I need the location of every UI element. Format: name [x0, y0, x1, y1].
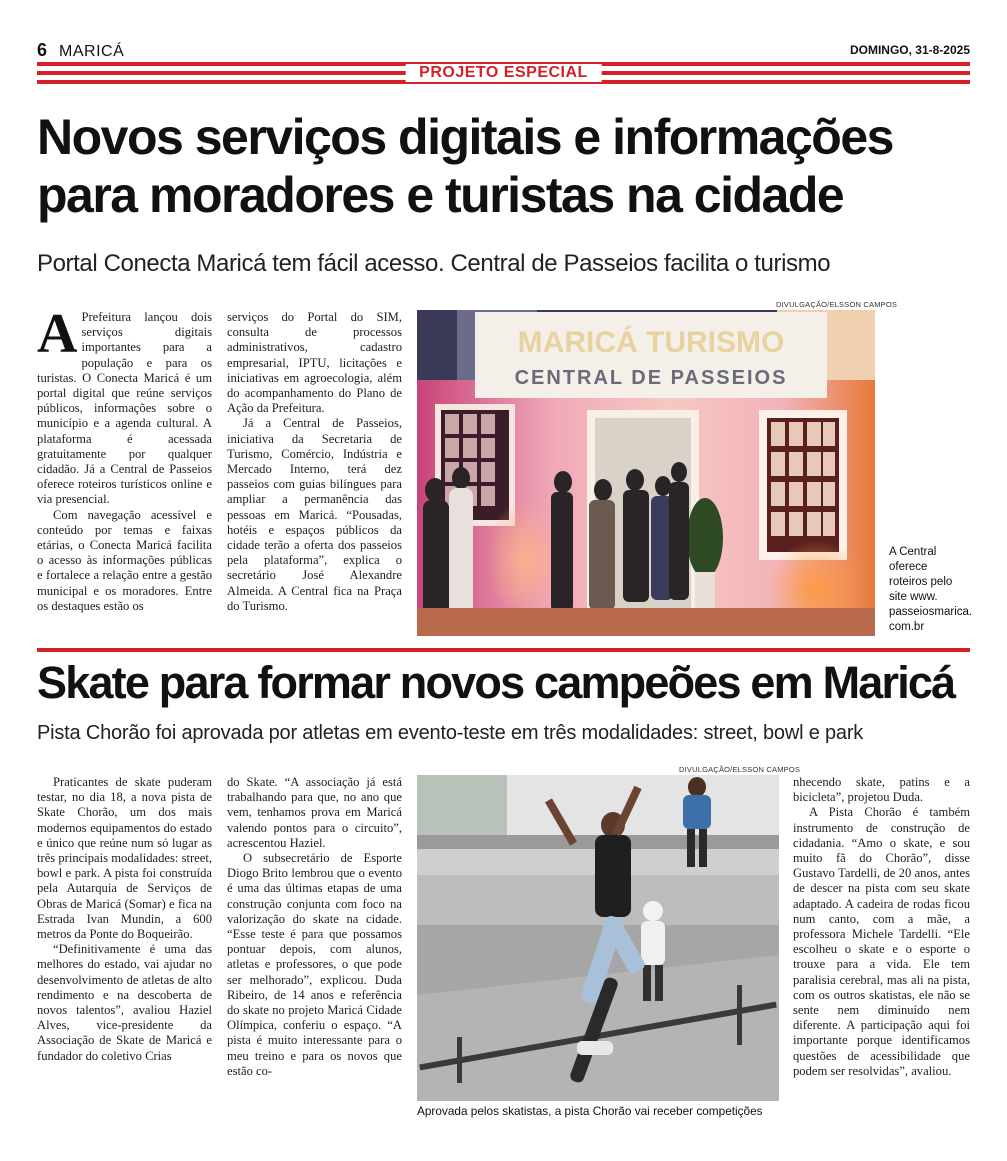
issue-date: DOMINGO, 31-8-2025: [849, 43, 970, 57]
paragraph: A Pista Chorão é também instrumento de construção de cidadania. “Amo o skate, e sou muito fã do Chorão”, disse Gustavo Tardelli, de 20 anos, antes de descer na pista com seu skate adaptado. A cadeira de rodas ficou num canto, com a mãe, a professora Michele Tardelli. “Ele escolheu o skate e o esporte o trouxe para a vida. Ele tem paralisia cerebral, mas ali na pista, com os outros skatistas, ele não se sente nem diminuído nem diferente. A participação aqui foi importante porque identificamos questões de acessibilidade que podem ser resolvidas”, avaliou.: [793, 805, 970, 1078]
story2-column-2: [227, 775, 402, 1079]
caption-line: passeiosmarica.: [889, 606, 973, 618]
story2-caption: Aprovada pelos skatistas, a pista Chorão vai receber competições: [417, 1104, 763, 1118]
section-name: MARICÁ: [59, 43, 125, 60]
paragraph: Já a Central de Passeios, iniciativa da Secretaria de Turismo, Comércio, Indústria e Mercado Interno, terá dez passeios com guias bilíngues para ampliar a permanência das pessoas em Maricá. “Pousadas, hotéis e espaços públicos da cidade terão a oferta dos passeios pela plataforma”, explica o secretário José Alexandre Almeida. A Central fica na Praça do Turismo.: [227, 416, 402, 613]
band-label: PROJETO ESPECIAL: [405, 64, 602, 82]
paragraph: O subsecretário de Esporte Diogo Brito lembrou que o evento é uma das últimas etapas de uma construção conjunta com foco na valorização do skate na cidade. “Esse teste é para que possamos pontuar depois, com alunos, atletas e professores, o que pode ser melhorado”, explicou. Duda Ribeiro, de 14 anos e referência do skate no projeto Maricá Cidade Olímpica, conferiu o espaço. “A pista é muito interessante para o meu treino e para os novos que estão co-: [227, 851, 402, 1078]
paragraph: nhecendo skate, patins e a bicicleta”, projetou Duda.: [793, 775, 970, 805]
story1-column-2: [227, 310, 402, 614]
skatepark-illustration: [417, 775, 779, 1101]
story2-column-1: [37, 775, 212, 1064]
dropcap: A: [37, 303, 78, 365]
page-header: [37, 40, 124, 60]
caption-line: oferece: [889, 561, 928, 573]
story2-headline: Skate para formar novos campeões em Maricá: [37, 657, 955, 708]
tourism-center-illustration: [417, 310, 875, 636]
story2-deck: Pista Chorão foi aprovada por atletas em evento-teste em três modalidades: street, bowl e park: [37, 722, 864, 744]
caption-line: com.br: [889, 621, 925, 633]
caption-line: A Central: [889, 546, 937, 558]
sign-line-2: CENTRAL DE PASSEIOS: [514, 367, 788, 389]
paragraph: do Skate. “A associação já está trabalhando para que, no ano que vem, tenhamos prova em Maricá valendo pontos para o circuito”, acrescentou Haziel.: [227, 775, 402, 850]
paragraph: “Definitivamente é uma das melhores do estado, vai ajudar no desenvolvimento de atletas de alto rendimento e na descoberta de novos talentos”, avaliou Haziel Alves, vice-presidente da Associação de Skate de Maricá e fundador do coletivo Crias: [37, 942, 212, 1063]
paragraph: Prefeitura lançou dois serviços digitais importantes para a população e para os turistas. O Conecta Maricá é um portal digital que reúne serviços públicos, informações sobre o município e a agenda cultural. A plataforma é acessada gratuitamente por qualquer cidadão. Já a Central de Passeios oferece roteiros turísticos online e via presencial.: [37, 310, 212, 507]
story-divider: [37, 648, 970, 652]
story2-column-3: [793, 775, 970, 1079]
skatepark-photo: [417, 775, 779, 1101]
story1-deck: Portal Conecta Maricá tem fácil acesso. Central de Passeios facilita o turismo: [37, 250, 831, 277]
story1-headline: Novos serviços digitais e informações para moradores e turistas na cidade: [37, 109, 893, 223]
page-number: 6: [37, 40, 48, 60]
paragraph: Com navegação acessível e conteúdo por temas e faixas etárias, o Conecta Maricá facilita o acesso às informações públicas e fortalece a relação entre a gestão municipal e os moradores. Entre os destaques estão os: [37, 507, 212, 613]
paragraph: serviços do Portal do SIM, consulta de processos administrativos, cadastro empresarial, IPTU, licitações e iniciativas em agroecologia, além do acompanhamento do Plano de Ação da Prefeitura.: [227, 310, 402, 416]
story1-caption: [889, 545, 971, 635]
photo-credit: DIVULGAÇÃO/ELSSON CAMPOS: [776, 300, 898, 309]
caption-line: site www.: [889, 591, 938, 603]
story1-column-1: [37, 303, 212, 614]
caption-line: roteiros pelo: [889, 576, 953, 588]
section-band: [37, 62, 970, 86]
tourism-center-photo: [417, 310, 875, 636]
photo-credit: DIVULGAÇÃO/ELSSON CAMPOS: [679, 765, 801, 774]
sign-line-1: MARICÁ TURISMO: [517, 326, 785, 359]
paragraph: Praticantes de skate puderam testar, no dia 18, a nova pista de Skate Chorão, um dos mais modernos equipamentos do estado e único que reúne num só lugar as três principais modalidades: street, bowl e park. A pista foi construída pela Autarquia de Serviços de Obras de Maricá (Somar) e fica na Estrada Ivan Mundin, a 600 metros da Ponte do Boqueirão.: [37, 775, 212, 942]
